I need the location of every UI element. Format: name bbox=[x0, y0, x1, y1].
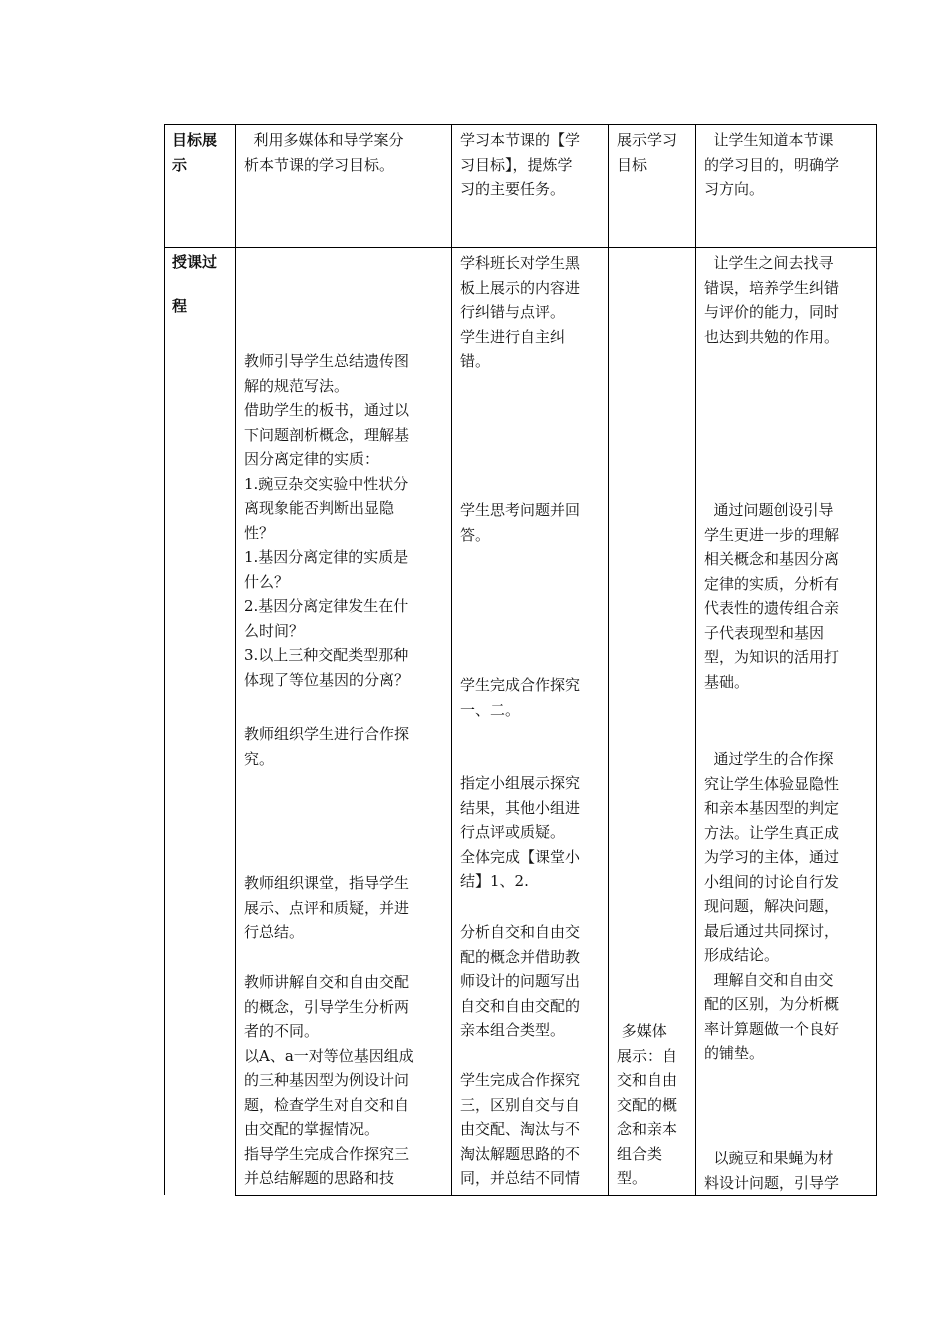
teacher-block-organize: 教师组织课堂，指导学生 展示、点评和质疑，并进 行总结。 bbox=[244, 874, 410, 941]
teacher-block-selfing: 教师讲解自交和自由交配 的概念，引导学生分析两 者的不同。 以A、a一对等位基因组成 的三种基因型为例设计问 题，检查学生对自交和自 由交配的掌握情况。 指导学生完成合作探究三 并总结解题的思路和技 bbox=[244, 973, 414, 1187]
column-divider-3 bbox=[608, 124, 609, 1195]
table-bottom-border bbox=[235, 1195, 877, 1196]
objectives-teacher-activity: 利用多媒体和导学案分 析本节课的学习目标。 bbox=[244, 131, 404, 174]
student-block-answer: 学生思考问题并回 答。 bbox=[460, 501, 581, 544]
table-top-border bbox=[164, 124, 877, 125]
column-divider-1 bbox=[235, 124, 236, 1195]
intent-block-cooperation: 通过学生的合作探 究让学生体验显隐性 和亲本基因型的判定 方法。让学生真正成 为学习的主体，通过 小组间的讨论自行发 现问题，解决问题， 最后通过共同探讨， 形成结论。 理解自交和自由交 配的区别，为分析概 率计算题做一个良好 的铺垫。 bbox=[704, 750, 840, 1062]
column-divider-2 bbox=[451, 124, 452, 1195]
table-right-border bbox=[876, 124, 877, 1195]
column-divider-4 bbox=[695, 124, 696, 1195]
student-block-explore-1-2: 学生完成合作探究 一、二。 bbox=[460, 676, 581, 719]
objectives-student-activity: 学习本节课的【学 习目标】，提炼学 习的主要任务。 bbox=[460, 131, 581, 198]
teacher-block-cooperation: 教师组织学生进行合作探 究。 bbox=[244, 725, 410, 768]
objectives-design-intent: 让学生知道本节课 的学习目的，明确学 习方向。 bbox=[704, 131, 840, 198]
student-block-analyze: 分析自交和自由交 配的概念并借助教 师设计的问题写出 自交和自由交配的 亲本组合类型。 bbox=[460, 923, 581, 1039]
teacher-block-concepts: 教师引导学生总结遗传图 解的规范写法。 借助学生的板书，通过以 下问题剖析概念，理解基 因分离定律的实质： 1.豌豆杂交实验中性状分 离现象能否判断出显隐 性？ 1.基因分离定律的实质是 什么？ 2.基因分离定律发生在什 么时间？ 3.以上三种交配类型那种 体现了等位基因的分离？ bbox=[244, 352, 410, 689]
row-divider bbox=[164, 247, 877, 248]
intent-block-peer-correction: 让学生之间去找寻 错误，培养学生纠错 与评价的能力，同时 也达到共勉的作用。 bbox=[704, 254, 840, 346]
row-label-teaching-process: 授课过 程 bbox=[172, 253, 218, 315]
student-block-explore-3: 学生完成合作探究 三，区别自交与自 由交配、淘汰与不 淘汰解题思路的不 同，并总结不同情 bbox=[460, 1071, 581, 1187]
objectives-media: 展示学习 目标 bbox=[617, 131, 678, 174]
student-block-correction: 学科班长对学生黑 板上展示的内容进 行纠错与点评。 学生进行自主纠 错。 bbox=[460, 254, 581, 370]
intent-block-materials: 以豌豆和果蝇为材 料设计问题，引导学 bbox=[704, 1149, 840, 1192]
student-block-present: 指定小组展示探究 结果，其他小组进 行点评或质疑。 全体完成【课堂小 结】1、2. bbox=[460, 774, 581, 890]
table-left-border bbox=[164, 124, 165, 1195]
row-label-objectives: 目标展 示 bbox=[172, 131, 218, 174]
intent-block-questions: 通过问题创设引导 学生更进一步的理解 相关概念和基因分离 定律的实质，分析有 代表性的遗传组合亲 子代表现型和基因 型，为知识的活用打 基础。 bbox=[704, 501, 840, 691]
media-block-multimedia: 多媒体 展示：自 交和自由 交配的概 念和亲本 组合类 型。 bbox=[617, 1022, 678, 1187]
